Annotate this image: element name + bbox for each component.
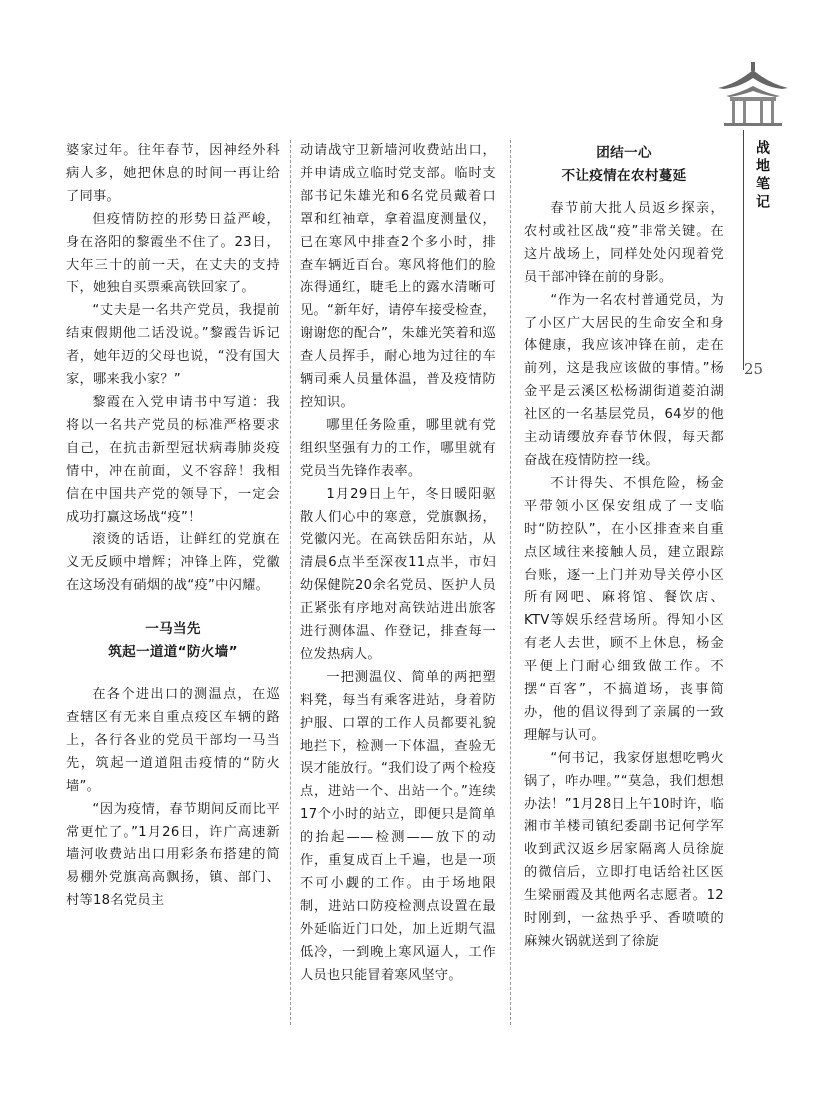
paragraph: 1月29日上午，冬日暖阳驱散人们心中的寒意，党旗飘扬，党徽闪光。在高铁岳阳东站，从清晨6点半至深夜11点半，市妇幼保健院20余名党员、医护人员正紧张有序地对高铁站进出旅客进行测体温、作登记，排查每一位发热病人。 (300, 486, 496, 662)
section-heading-line-1: 一马当先 (145, 621, 201, 638)
paragraph: 但疫情防控的形势日益严峻，身在洛阳的黎霞坐不住了。23日，大年三十的前一天，在丈夫的支持下，她独自买票乘高铁回家了。 (66, 211, 280, 296)
section-label: 战地笔记 (754, 140, 770, 212)
section-heading-line-2: 不让疫情在农村蔓延 (561, 168, 687, 184)
paragraph: “作为一名农村普通党员，为了小区广大居民的生命安全和身体健康，我应该冲锋在前，走在前列，这是我应该做的事情。”杨金平是云溪区松杨湖街道菱泊湖社区的一名基层党员，64岁的他主动请缨放弃春节休假，每天都奋战在疫情防控一线。 (524, 292, 724, 468)
paragraph: 春节前大批人员返乡探亲，农村或社区战“疫”非常关键。在这片战场上，同样处处闪现着党员干部冲锋在前的身影。 (524, 201, 724, 285)
paragraph: 在各个进出口的测温点，在巡查辖区有无来自重点疫区车辆的路上，各行各业的党员干部均一马当先，筑起一道道阻击疫情的“防火墙”。 (66, 687, 280, 794)
article-column-3 (524, 140, 724, 954)
paragraph: 不计得失、不惧危险，杨金平带领小区保安组成了一支临时“防控队”，在小区排查来自重点区域往来接触人员，建立跟踪台账，逐一上门并劝导关停小区所有网吧、麻将馆、餐饮店、KTV等娱乐经营场所。得知小区有老人去世，顾不上休息，杨金平便上门耐心细致做工作。不摆“百客”，不搞道场，丧事简办，他的倡议得到了亲属的一致理解与认可。 (524, 475, 724, 743)
paragraph: “因为疫情，春节期间反而比平常更忙了。”1月26日，许广高速新墙河收费站出口用彩条布搭建的简易棚外党旗高高飘扬，镇、部门、村等18名党员主 (66, 801, 280, 909)
paragraph: 滚烫的话语，让鲜红的党旗在义无反顾中增辉；冲锋上阵，党徽在这场没有硝烟的战“疫”中闪耀。 (66, 532, 280, 594)
section-heading (524, 142, 724, 188)
section-heading-line-2: 筑起一道道“防火墙” (108, 644, 238, 661)
sidebar-rule (743, 130, 744, 370)
section-heading-line-1: 团结一心 (596, 145, 652, 161)
paragraph: 哪里任务险重，哪里就有党组织坚强有力的工作，哪里就有党员当先锋作表率。 (300, 417, 496, 479)
pavilion-icon (716, 58, 790, 128)
column-divider (510, 140, 511, 1025)
paragraph: 婆家过年。往年春节，因神经外科病人多，她把休息的时间一再让给了同事。 (66, 143, 280, 204)
article-column-1 (66, 140, 280, 913)
paragraph: 一把测温仪、简单的两把塑料凳，每当有乘客进站，身着防护服、口罩的工作人员都要礼貌地拦下，检测一下体温，查验无误才能放行。“我们设了两个检疫点，进站一个、出站一个。”连续17个小时的站立，即便只是简单的抬起——检测——放下的动作，重复成百上千遍，也是一项不可小觑的工作。由于场地限制，进站口防疫检测点设置在最外延临近门口处，加上近期气温低冷，一到晚上寒风逼人，工作人员也只能冒着寒风坚守。 (300, 669, 496, 983)
section-heading (66, 618, 280, 664)
paragraph: “丈夫是一名共产党员，我提前结束假期他二话没说。”黎霞告诉记者，她年迈的父母也说，“没有国大家，哪来我小家？” (66, 303, 280, 388)
article-column-2 (300, 140, 496, 988)
column-divider (290, 140, 291, 1025)
paragraph: 动请战守卫新墙河收费站出口，并申请成立临时党支部。临时支部书记朱雄光和6名党员戴着口罩和红袖章，拿着温度测量仪，已在寒风中排查2个多小时，排查车辆近百台。寒风将他们的脸冻得通红，睫毛上的露水清晰可见。“新年好，请停车接受检查，谢谢您的配合”，朱雄光笑着和巡查人员挥手，耐心地为过往的车辆司乘人员量体温，普及疫情防控知识。 (300, 143, 496, 410)
paragraph: “何书记，我家伢崽想吃鸭火锅了，咋办哩。”“莫急，我们想想办法！”1月28日上午10时许，临湘市羊楼司镇纪委副书记何学军收到武汉返乡居家隔离人员徐旋的微信后，立即打电话给社区医生梁丽霞及其他两名志愿者。12时刚到，一盆热乎乎、香喷喷的麻辣火锅就送到了徐旋 (524, 750, 724, 949)
paragraph: 黎霞在入党申请书中写道：我将以一名共产党员的标准严格要求自己，在抗击新型冠状病毒肺炎疫情中，冲在前面，义不容辞！我相信在中国共产党的领导下，一定会成功打赢这场战“疫”！ (66, 394, 280, 525)
page-number: 25 (744, 360, 764, 378)
